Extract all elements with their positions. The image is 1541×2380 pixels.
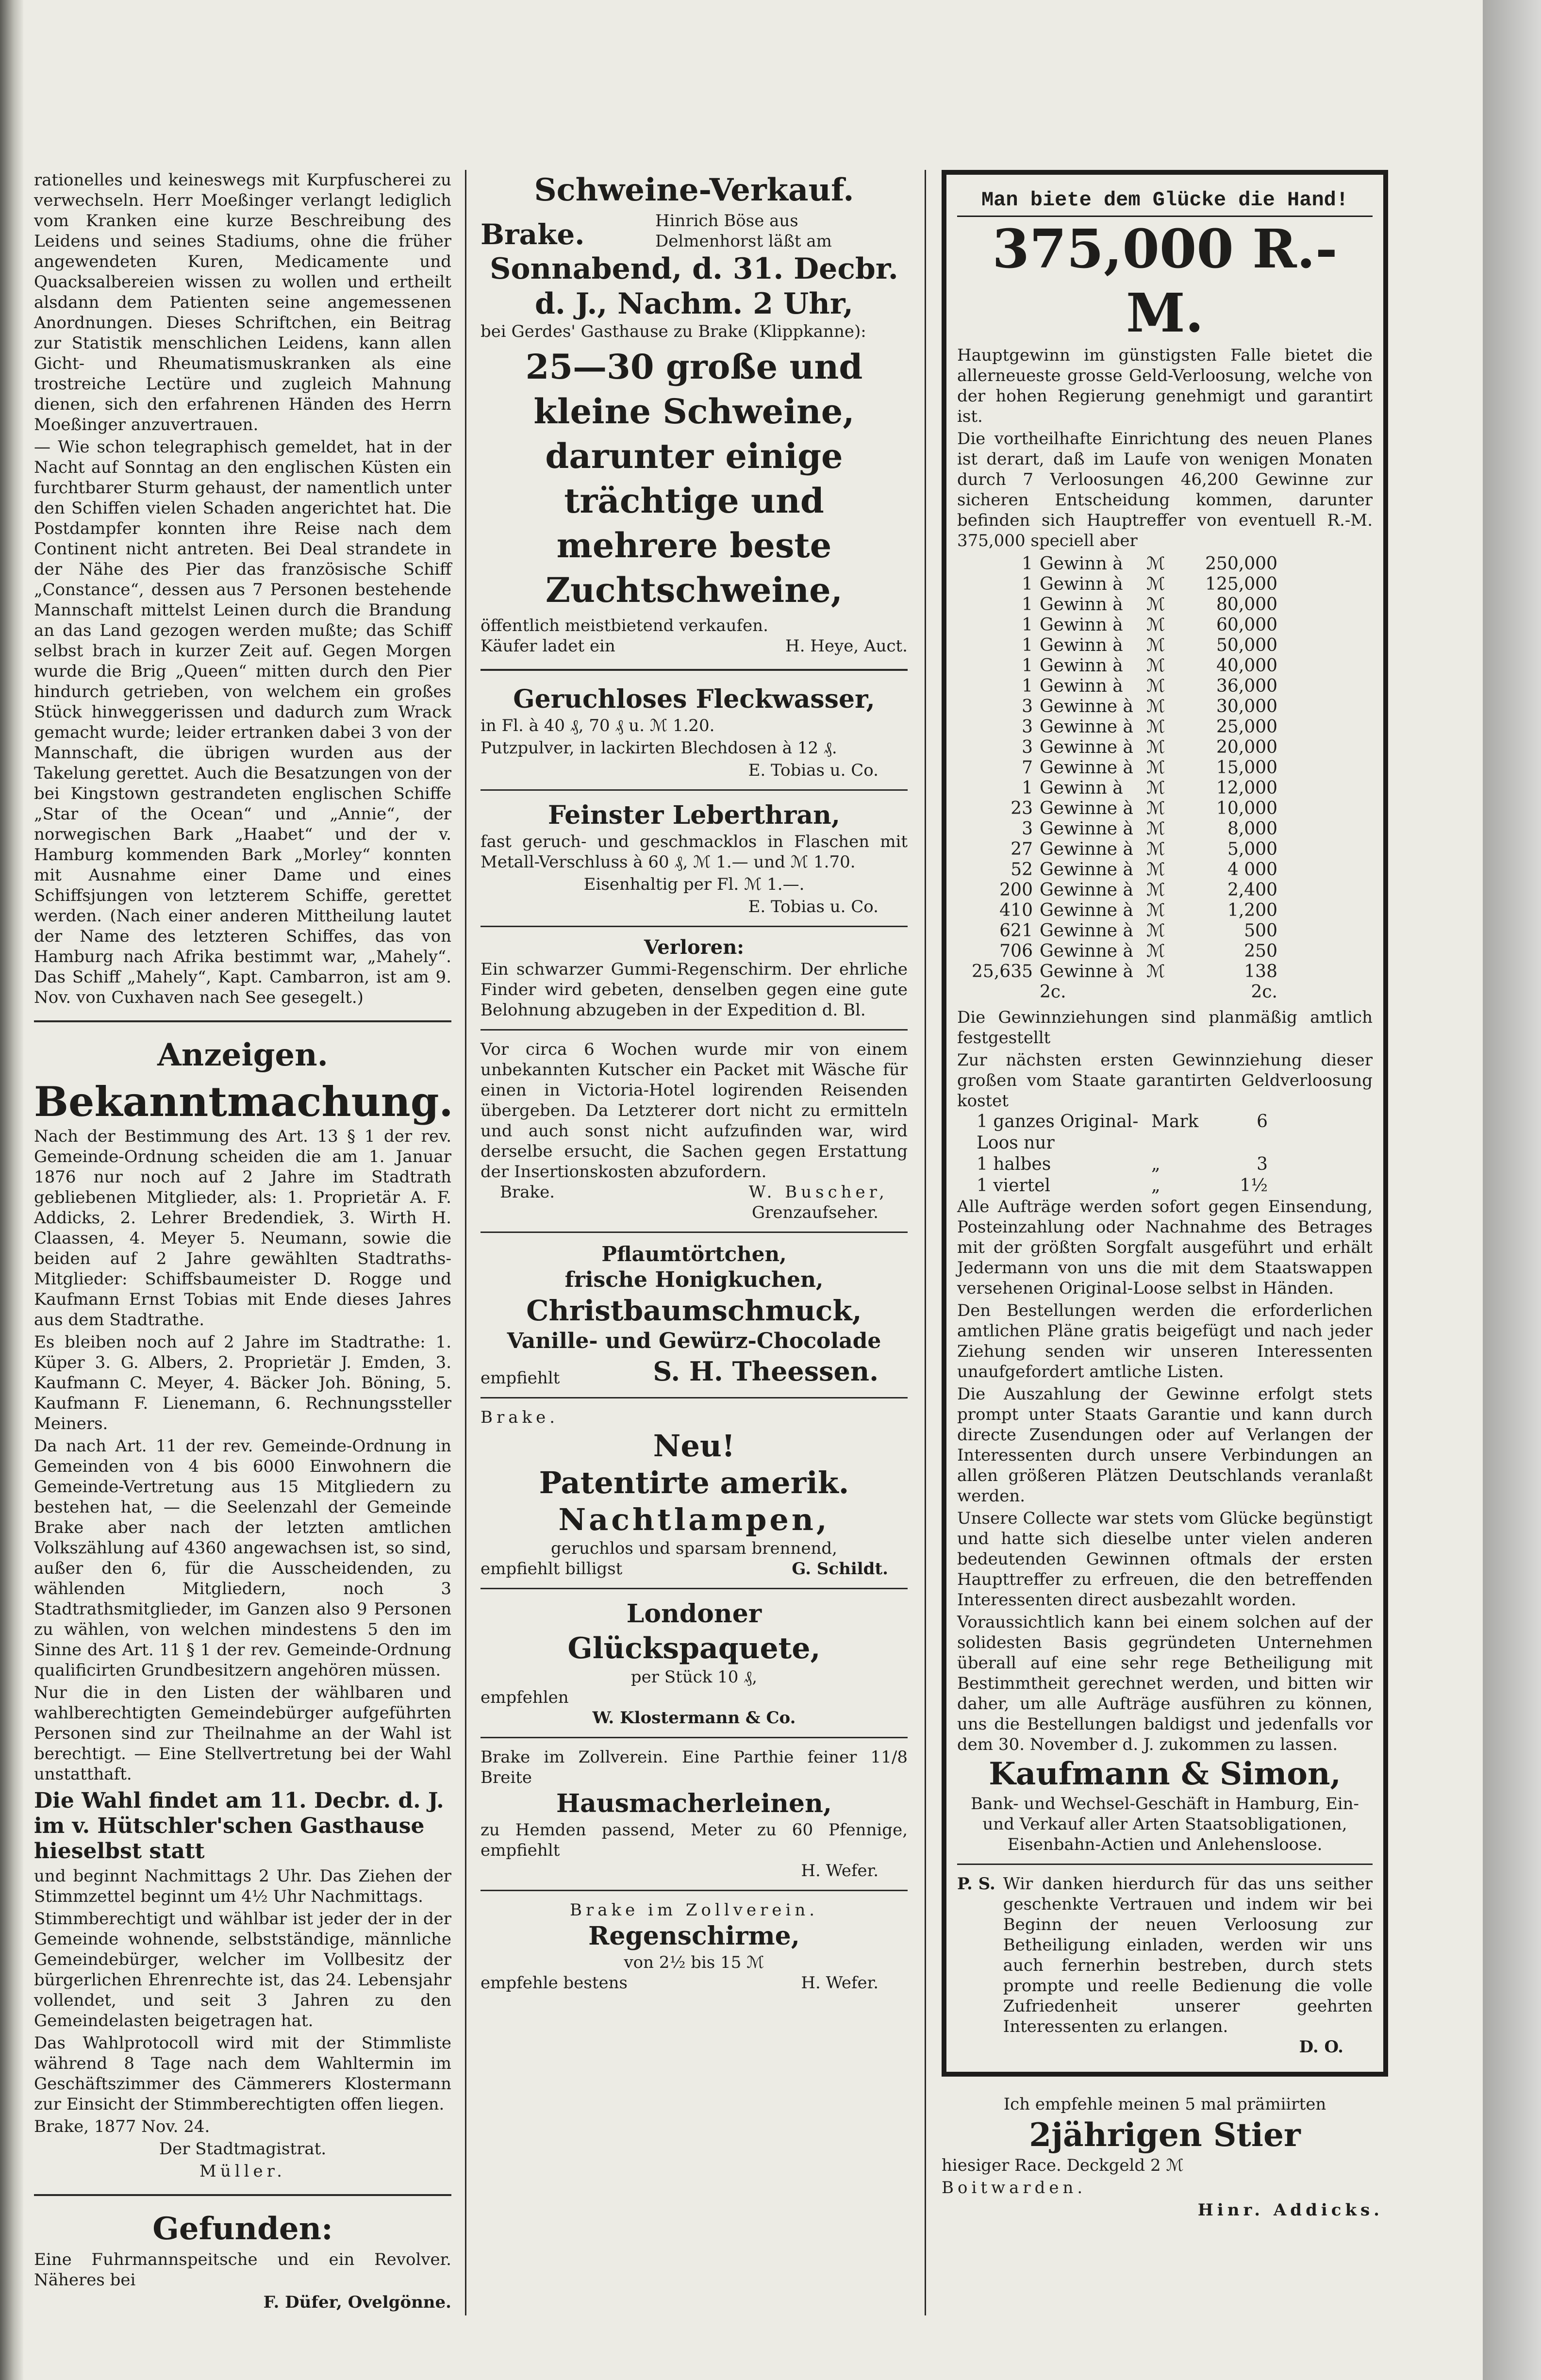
prize-currency: ℳ bbox=[1146, 615, 1165, 635]
prize-count: 7 bbox=[1022, 758, 1033, 778]
lottery-paragraph: Die Gewinnziehungen sind planmäßig amtlich festgestellt bbox=[957, 1008, 1373, 1048]
schweine-date: Sonnabend, d. 31. Decbr. d. J., Nachm. 2 Uhr, bbox=[490, 252, 898, 321]
leinen-text: zu Hemden passend, Meter zu 60 Pfennige, empfiehlt bbox=[481, 1820, 908, 1860]
prize-count: 621 bbox=[999, 921, 1033, 941]
prize-amount: 50,000 bbox=[1216, 635, 1277, 655]
column-3 bbox=[942, 170, 1388, 2220]
prize-row bbox=[957, 921, 1373, 941]
prize-amount: 36,000 bbox=[1216, 676, 1277, 696]
ticket-unit: Mark bbox=[1151, 1112, 1199, 1132]
notice-signature: Müller. bbox=[199, 2162, 286, 2181]
prize-row bbox=[957, 962, 1373, 982]
stier-place: Boitwarden. bbox=[942, 2178, 1087, 2197]
prize-amount: 60,000 bbox=[1216, 615, 1277, 635]
divider bbox=[957, 1864, 1373, 1865]
lost-package-notice bbox=[481, 1039, 908, 1223]
ticket-price: 1½ bbox=[1240, 1176, 1268, 1196]
lottery-body-2 bbox=[957, 1007, 1373, 1111]
theessen-line-3: Christbaumschmuck, bbox=[526, 1294, 862, 1327]
prize-count bbox=[957, 982, 1040, 1002]
divider bbox=[34, 2194, 451, 2196]
lottery-paragraph: Zur nächsten ersten Gewinnziehung dieser großen vom Staate garantirten Geldverloosung kostet bbox=[957, 1050, 1373, 1111]
londoner-title-1: Londoner bbox=[626, 1599, 762, 1629]
prize-currency: ℳ bbox=[1146, 799, 1165, 818]
prize-row bbox=[957, 819, 1373, 839]
prize-count: 200 bbox=[999, 880, 1033, 900]
stier-title: 2jährigen Stier bbox=[1029, 2116, 1301, 2154]
leberthran-iron: Eisenhaltig per Fl. ℳ 1.—. bbox=[583, 875, 805, 894]
column-2 bbox=[481, 170, 908, 1993]
prize-currency: ℳ bbox=[1146, 574, 1165, 594]
gefunden-body bbox=[34, 2249, 451, 2313]
lottery-advertisement bbox=[942, 170, 1388, 2077]
column-rule bbox=[925, 170, 926, 2315]
leinen-intro: Brake im Zollverein. Eine Parthie feiner 11/8 Breite bbox=[481, 1748, 908, 1787]
prize-label: Gewinne à bbox=[1040, 941, 1133, 961]
prize-row bbox=[957, 595, 1373, 615]
prize-label: Gewinne à bbox=[1040, 921, 1133, 941]
prize-currency: ℳ bbox=[1146, 880, 1165, 900]
schweine-footer bbox=[481, 616, 908, 656]
prize-amount: 15,000 bbox=[1216, 758, 1277, 778]
fleckwasser-signature: E. Tobias u. Co. bbox=[748, 761, 878, 780]
stier-signature: Hinr. Addicks. bbox=[1197, 2200, 1383, 2220]
gefunden-text: Eine Fuhrmannspeitsche und ein Revolver. Näheres bei bbox=[34, 2250, 451, 2290]
notice-paragraph: Nach der Bestimmung des Art. 13 § 1 der rev. Gemeinde-Ordnung scheiden die am 1. Januar 1876 nur noch auf 2 Jahre im Stadtrath gebliebenen Mitglieder, als: 1. Proprietär A. F. Addicks, 2. Lehrer Bredendiek, 3. Wirth H. Claassen, 4. Meyer 5. Neumann, sowie die beiden auf 2 Jahre gewählten Stadtraths-Mitglieder: Schiffsbaumeister D. Rogge und Kaufmann Ernst Tobias mit Ende dieses Jahres aus dem Stadtrathe. bbox=[34, 1127, 451, 1330]
prize-row bbox=[957, 656, 1373, 676]
prize-row bbox=[957, 982, 1373, 1002]
leberthran-title: Feinster Leberthran, bbox=[548, 800, 840, 830]
divider bbox=[481, 926, 908, 927]
ticket-row bbox=[977, 1154, 1373, 1175]
schweine-offer: 25—30 große und kleine Schweine, darunter einige trächtige und mehrere beste Zuchtschweine, bbox=[525, 347, 863, 610]
leberthran-signature: E. Tobias u. Co. bbox=[748, 897, 878, 916]
gefunden-title: Gefunden: bbox=[152, 2211, 333, 2247]
notice-paragraph: Nur die in den Listen der wählbaren und wahlberechtigten Gemeindebürger aufgeführten Personen sind zur Theilnahme an der Wahl ist berechtigt. — Eine Stellvertretung bei der Wahl unstatthaft. bbox=[34, 1683, 451, 1784]
prize-amount: 8,000 bbox=[1227, 819, 1277, 839]
schweine-note: öffentlich meistbietend verkaufen. bbox=[481, 616, 768, 635]
prize-currency: ℳ bbox=[1146, 717, 1165, 737]
prize-amount: 25,000 bbox=[1216, 717, 1277, 737]
leinen-signature: H. Wefer. bbox=[801, 1861, 878, 1881]
fleckwasser-body bbox=[481, 716, 908, 781]
theessen-signature: S. H. Theessen. bbox=[653, 1356, 878, 1387]
schweine-invite: Käufer ladet ein bbox=[481, 636, 615, 656]
prize-row bbox=[957, 799, 1373, 819]
putzpulver-text: Putzpulver, in lackirten Blechdosen à 12 ₰. bbox=[481, 738, 837, 758]
prize-count: 1 bbox=[1022, 676, 1033, 696]
nachtlampen-title-2: Nachtlampen, bbox=[558, 1502, 830, 1537]
notice-paragraph: Es bleiben noch auf 2 Jahre im Stadtrathe: 1. Küper 3. G. Albers, 2. Proprietär J. Emden, 3. Kaufmann C. Meyer, 4. Bäcker Joh. Böning, 5. Kaufmann F. Lienemann, 6. Rechnungssteller Meiners. bbox=[34, 1332, 451, 1433]
prize-currency: ℳ bbox=[1146, 595, 1165, 615]
notice-paragraph: Das Wahlprotocoll wird mit der Stimmliste während 8 Tage nach dem Wahltermin im Geschäftszimmer des Cämmerers Klostermann zur Einsicht der Stimmberechtigten offen liegen. bbox=[34, 2033, 451, 2114]
news-article bbox=[34, 170, 451, 1008]
prize-count: 1 bbox=[1022, 615, 1033, 635]
leinen-title: Hausmacherleinen, bbox=[556, 1789, 832, 1818]
column-rule bbox=[465, 170, 466, 2315]
nachtlampen-new: Neu! bbox=[653, 1428, 735, 1464]
ticket-row bbox=[977, 1175, 1373, 1197]
lottery-body-3 bbox=[957, 1197, 1373, 1755]
prize-label: Gewinn à bbox=[1040, 554, 1123, 574]
divider bbox=[481, 1232, 908, 1233]
divider bbox=[481, 1029, 908, 1031]
prize-label: Gewinn à bbox=[1040, 676, 1123, 696]
stier-intro: Ich empfehle meinen 5 mal prämiirten bbox=[1003, 2095, 1326, 2114]
prize-count: 1 bbox=[1022, 656, 1033, 676]
notice-paragraph: Da nach Art. 11 der rev. Gemeinde-Ordnung in Gemeinden von 4 bis 6000 Einwohnern die Gemeinde-Vertretung aus 15 Mitgliedern zu bestehen hat, — die Seelenzahl der Gemeinde Brake aber nach der letzten amtlichen Volkszählung auf 4360 angewachsen ist, so sind, außer den 6, für die Ausscheidenden, zu wählenden Mitgliedern, noch 3 Stadtrathsmitglieder, im Ganzen also 9 Personen zu wählen, von welchen mindestens 5 den im Sinne des Art. 11 § 1 der rev. Gemeinde-Ordnung qualificirten Grundbesitzern angehören müssen. bbox=[34, 1436, 451, 1680]
schweine-verkauf-title: Schweine-Verkauf. bbox=[534, 172, 854, 208]
regenschirme-title: Regenschirme, bbox=[588, 1921, 800, 1951]
theessen-line-2: frische Honigkuchen, bbox=[564, 1267, 824, 1292]
lottery-plan: Die vortheilhafte Einrichtung des neuen Planes ist derart, daß im Laufe von wenigen Monaten durch 7 Verloosungen 46,200 Gewinne zur sicheren Entscheidung kommen, darunter befinden sich Hauptreffer von eventuell R.-M. 375,000 speciell aber bbox=[957, 429, 1373, 550]
theessen-line-1: Pflaumtörtchen, bbox=[601, 1242, 787, 1266]
prize-amount: 4 000 bbox=[1227, 860, 1277, 880]
prize-label: Gewinn à bbox=[1040, 595, 1123, 615]
prize-currency: ℳ bbox=[1146, 676, 1165, 696]
prize-row bbox=[957, 615, 1373, 635]
lost-package-sign-row bbox=[481, 1182, 908, 1202]
prize-currency: ℳ bbox=[1146, 778, 1165, 798]
divider bbox=[481, 1737, 908, 1738]
regenschirme-price: von 2½ bis 15 ℳ bbox=[624, 1953, 764, 1972]
prize-count: 52 bbox=[1011, 860, 1033, 880]
lost-package-role: Grenzaufseher. bbox=[751, 1203, 878, 1222]
prize-row bbox=[957, 676, 1373, 697]
page-edge bbox=[1483, 0, 1541, 2380]
lottery-ps-label: P. S. bbox=[957, 1874, 995, 1894]
theessen-line-4: Vanille- und Gewürz-Chocolade bbox=[507, 1329, 881, 1353]
prize-row bbox=[957, 758, 1373, 778]
prize-currency: ℳ bbox=[1146, 656, 1165, 676]
ticket-row bbox=[977, 1111, 1373, 1154]
column-1 bbox=[34, 170, 451, 2313]
stier-body bbox=[942, 2155, 1388, 2220]
prize-label: Gewinne à bbox=[1040, 839, 1133, 859]
prize-count: 1 bbox=[1022, 778, 1033, 798]
prize-label: Gewinn à bbox=[1040, 615, 1123, 635]
prize-amount: 250 bbox=[1244, 941, 1277, 961]
ticket-type: 1 halbes bbox=[977, 1154, 1051, 1174]
lottery-ps-signature: D. O. bbox=[1299, 2037, 1343, 2057]
leberthran-body bbox=[481, 832, 908, 917]
prize-amount: 20,000 bbox=[1216, 737, 1277, 757]
notice-paragraph: Stimmberechtigt und wählbar ist jeder der in der Gemeinde wohnende, selbstständige, männliche Gemeindebürger, welcher im Vollbesitz der bürgerlichen Ehrenrechte ist, das 24. Lebensjahr vollendet, und seit 3 Jahren zu den Gemeindelasten beigetragen hat. bbox=[34, 1909, 451, 2030]
prize-row bbox=[957, 941, 1373, 962]
prize-label: Gewinn à bbox=[1040, 574, 1123, 594]
lottery-ps-text: Wir danken hierdurch für das uns seither geschenkte Vertrauen und indem wir bei Beginn der neuen Verloosung zur Betheiligung einladen, werden wir uns auch fernerhin bestreben, durch stets prompte und reelle Bedienung die volle Zufriedenheit unserer geehrten Interessenten zu erlangen. bbox=[1003, 1874, 1373, 2036]
schweine-place-row bbox=[481, 211, 908, 251]
prize-amount: 5,000 bbox=[1227, 839, 1277, 859]
prize-label: 2c. bbox=[1040, 982, 1066, 1002]
ticket-price: 6 bbox=[1257, 1112, 1268, 1132]
lottery-firm: Kaufmann & Simon, bbox=[989, 1756, 1341, 1792]
schweine-location: bei Gerdes' Gasthause zu Brake (Klippkanne): bbox=[481, 322, 866, 341]
article-paragraph: — Wie schon telegraphisch gemeldet, hat in der Nacht auf Sonntag an den englischen Küsten ein furchtbarer Sturm gehaust, der namentlich unter den Schiffen vielen Schaden angerichtet hat. Die Postdampfer konnten ihre Reise nach dem Continent nicht antreten. Bei Deal strandete in der Nähe des Pier das französische Schiff „Constance“, dessen aus 7 Personen bestehende Mannschaft mittelst Leinen durch die Brandung an das Land gezogen werden mußte; das Schiff selbst brach in kurzer Zeit auf. Gegen Morgen wurde die Brig „Queen“ mitten durch den Pier hindurch getrieben, von welchem ein großes Stück hinweggerissen und dadurch zum Wrack gemacht wurde; leider ertranken dabei 3 von der Mannschaft, die übrigen wurden aus der Takelung gerettet. Auch die Besatzungen von der bei Kingstown gestrandeten englischen Schiffe „Star of the Ocean“ und „Annie“, der norwegischen Bark „Haabet“ und der v. Hamburg kommenden Bark „Morley“ konnten mit Ausnahme einer Dame und eines Schiffsjungen von letzterem Schiffe, gerettet werden. (Nach einer anderen Mittheilung lautet der Name des letzteren Schiffes, das von Hamburg nach Afrika bestimmt war, „Mahely“. Das Schiff „Mahely“, Kapt. Cambarron, ist am 9. Nov. von Cuxhaven nach See gesegelt.) bbox=[34, 437, 451, 1007]
prize-table bbox=[957, 554, 1373, 1002]
prize-count: 1 bbox=[1022, 574, 1033, 594]
prize-count: 3 bbox=[1022, 697, 1033, 716]
prize-count: 27 bbox=[1011, 839, 1033, 859]
prize-row bbox=[957, 880, 1373, 900]
lottery-body bbox=[957, 345, 1373, 551]
prize-label: Gewinne à bbox=[1040, 900, 1133, 920]
divider bbox=[481, 1588, 908, 1589]
ticket-price-table bbox=[957, 1111, 1373, 1197]
prize-label: Gewinne à bbox=[1040, 880, 1133, 900]
prize-label: Gewinne à bbox=[1040, 758, 1133, 778]
bekanntmachung-body bbox=[34, 1126, 451, 2181]
page-gutter bbox=[0, 0, 23, 2380]
prize-count: 1 bbox=[1022, 595, 1033, 615]
prize-label: Gewinne à bbox=[1040, 717, 1133, 737]
prize-label: Gewinne à bbox=[1040, 962, 1133, 982]
nachtlampen-sign-row bbox=[481, 1559, 908, 1579]
prize-row bbox=[957, 839, 1373, 860]
prize-amount: 2,400 bbox=[1227, 880, 1277, 900]
prize-count: 3 bbox=[1022, 737, 1033, 757]
lottery-firm-text: Bank- und Wechsel-Geschäft in Hamburg, Ein- und Verkauf aller Arten Staatsobligationen, Eisenbahn-Actien und Anlehensloose. bbox=[970, 1794, 1359, 1854]
stier-text: hiesiger Race. Deckgeld 2 ℳ bbox=[942, 2156, 1184, 2175]
prize-amount: 40,000 bbox=[1216, 656, 1277, 676]
lost-package-place: Brake. bbox=[500, 1182, 555, 1202]
prize-count: 3 bbox=[1022, 717, 1033, 737]
bekanntmachung-title: Bekanntmachung. bbox=[34, 1078, 453, 1126]
prize-count: 706 bbox=[999, 941, 1033, 961]
nachtlampen-place: Brake. bbox=[481, 1408, 559, 1427]
lottery-headline: Man biete dem Glücke die Hand! bbox=[957, 187, 1373, 217]
prize-count: 23 bbox=[1011, 799, 1033, 818]
lottery-paragraph: Die Auszahlung der Gewinne erfolgt stets prompt unter Staats Garantie und kann durch directe Zusendungen oder auf Verlangen der Interessenten durch unsere Verbindungen an allen größeren Plätzen Deutschlands veranlaßt werden. bbox=[957, 1384, 1373, 1506]
regenschirme-recommend: empfehle bestens bbox=[481, 1973, 628, 1993]
prize-label: Gewinne à bbox=[1040, 737, 1133, 757]
prize-count: 410 bbox=[999, 900, 1033, 920]
lost-package-signature: W. Buscher, bbox=[748, 1182, 888, 1202]
divider bbox=[481, 789, 908, 791]
prize-amount: 125,000 bbox=[1205, 574, 1277, 594]
prize-amount: 10,000 bbox=[1216, 799, 1277, 818]
regenschirme-sign-row bbox=[481, 1973, 908, 1993]
fleckwasser-price: in Fl. à 40 ₰, 70 ₰ u. ℳ 1.20. bbox=[481, 716, 715, 735]
lottery-ps bbox=[957, 1874, 1373, 2037]
prize-row bbox=[957, 697, 1373, 717]
notice-paragraph: und beginnt Nachmittags 2 Uhr. Das Ziehen der Stimmzettel beginnt um 4½ Uhr Nachmittags. bbox=[34, 1866, 451, 1906]
schweine-place-note: Hinrich Böse aus Delmenhorst läßt am bbox=[655, 211, 832, 251]
prize-label: Gewinn à bbox=[1040, 635, 1123, 655]
prize-row bbox=[957, 574, 1373, 595]
londoner-recommend: empfehlen bbox=[481, 1688, 569, 1707]
prize-row bbox=[957, 635, 1373, 656]
prize-amount: 12,000 bbox=[1216, 778, 1277, 798]
prize-currency: ℳ bbox=[1146, 839, 1165, 859]
prize-amount: 1,200 bbox=[1227, 900, 1277, 920]
lottery-paragraph: Alle Aufträge werden sofort gegen Einsendung, Posteinzahlung oder Nachnahme des Betrages mit der größten Sorgfalt ausgeführt und erhält Jedermann von uns die mit dem Staatswappen versehenen Original-Loose selbst in Händen. bbox=[957, 1197, 1373, 1298]
prize-currency: ℳ bbox=[1146, 554, 1165, 574]
prize-label: Gewinne à bbox=[1040, 799, 1133, 818]
theessen-sign-row bbox=[481, 1354, 908, 1388]
regenschirme-signature: H. Wefer. bbox=[801, 1973, 878, 1993]
lottery-jackpot: 375,000 R.-M. bbox=[992, 217, 1338, 344]
prize-label: Gewinn à bbox=[1040, 778, 1123, 798]
lottery-paragraph: Unsere Collecte war stets vom Glücke begünstigt und hatte sich dieselbe unter vielen anderen bedeutenden Gewinnen oftmals der ersten Haupttreffer zu erfreuen, die den betreffenden Interessenten direct ausbezahlt worden. bbox=[957, 1509, 1373, 1610]
prize-currency: ℳ bbox=[1146, 697, 1165, 716]
prize-row bbox=[957, 778, 1373, 799]
prize-amount: 80,000 bbox=[1216, 595, 1277, 615]
notice-date: Brake, 1877 Nov. 24. bbox=[34, 2117, 210, 2136]
prize-label: Gewinne à bbox=[1040, 860, 1133, 880]
nachtlampen-desc: geruchlos und sparsam brennend, bbox=[551, 1539, 837, 1558]
schweine-signature: H. Heye, Auct. bbox=[785, 636, 908, 656]
londoner-price: per Stück 10 ₰, bbox=[630, 1667, 758, 1687]
divider bbox=[481, 669, 908, 671]
prize-label: Gewinne à bbox=[1040, 697, 1133, 716]
ticket-type: 1 ganzes Original-Loos nur bbox=[977, 1112, 1139, 1153]
lottery-paragraph: Voraussichtlich kann bei einem solchen auf der solidesten Basis gegründeten Unternehmen überall auf eine sehr rege Betheiligung mit Bestimmtheit gerechnet werden, und bitten wir daher, um alle Aufträge ausführen zu können, uns die Bestellungen baldigst und jedenfalls vor dem 30. November d. J. zukommen zu lassen. bbox=[957, 1613, 1373, 1754]
divider bbox=[481, 1890, 908, 1891]
leberthran-text: fast geruch- und geschmacklos in Flaschen mit Metall-Verschluss à 60 ₰, ℳ 1.— und ℳ 1.70. bbox=[481, 832, 908, 872]
londoner-title-2: Glückspaquete, bbox=[567, 1631, 821, 1665]
prize-currency: ℳ bbox=[1146, 860, 1165, 880]
prize-count: 1 bbox=[1022, 554, 1033, 574]
prize-currency: ℳ bbox=[1146, 900, 1165, 920]
fleckwasser-title: Geruchloses Fleckwasser, bbox=[513, 684, 875, 714]
prize-amount: 30,000 bbox=[1216, 697, 1277, 716]
nachtlampen-signature: G. Schildt. bbox=[792, 1559, 888, 1579]
verloren-title: Verloren: bbox=[644, 936, 745, 959]
prize-currency: ℳ bbox=[1146, 737, 1165, 757]
article-paragraph: rationelles und keineswegs mit Kurpfuscherei zu verwechseln. Herr Moeßinger verlangt lediglich vom Kranken eine kurze Beschreibung des Leidens und seines Stadiums, ohne die früher angewendeten Kuren, Medicamente und Quacksalbereien wissen zu wollen und ertheilt alsdann dem Patienten seine angemessenen Anordnungen. Dieses Schriftchen, ein Beitrag zur Statistik menschlichen Leidens, kann allen Gicht- und Rheumatismuskranken als eine trostreiche Lectüre und zugleich Mahnung dienen, sich den erfahrenen Händen des Herrn Moeßinger anzuvertrauen. bbox=[34, 170, 451, 434]
prize-row bbox=[957, 900, 1373, 921]
section-heading-anzeigen: Anzeigen. bbox=[157, 1037, 328, 1073]
ticket-unit: „ bbox=[1151, 1154, 1160, 1174]
lottery-paragraph: Den Bestellungen werden die erforderlichen amtlichen Pläne gratis beigefügt und nach jeder Ziehung senden wir unseren Interessenten unaufgefordert amtliche Listen. bbox=[957, 1301, 1373, 1381]
prize-label: Gewinn à bbox=[1040, 656, 1123, 676]
prize-row bbox=[957, 860, 1373, 880]
schweine-sign-row bbox=[481, 636, 908, 656]
divider bbox=[481, 1397, 908, 1398]
prize-row bbox=[957, 717, 1373, 737]
prize-currency: ℳ bbox=[1146, 758, 1165, 778]
prize-amount: 138 bbox=[1244, 962, 1277, 982]
ticket-price: 3 bbox=[1257, 1154, 1268, 1174]
nachtlampen-recommends: empfiehlt billigst bbox=[481, 1559, 623, 1579]
prize-currency: ℳ bbox=[1146, 941, 1165, 961]
gefunden-signature: F. Düfer, Ovelgönne. bbox=[263, 2293, 451, 2312]
schweine-place: Brake. bbox=[481, 218, 585, 251]
election-date-headline: Die Wahl findet am 11. Decbr. d. J. im v. Hütschler'schen Gasthause hieselbst statt bbox=[34, 1788, 444, 1864]
prize-currency: ℳ bbox=[1146, 921, 1165, 941]
prize-currency bbox=[1146, 982, 1180, 1002]
prize-amount: 2c. bbox=[1251, 982, 1277, 1002]
lottery-intro: Hauptgewinn im günstigsten Falle bietet die allerneueste grosse Geld-Verloosung, welche von der hohen Regierung genehmigt und garantirt ist. bbox=[957, 346, 1373, 426]
prize-row bbox=[957, 554, 1373, 574]
verloren-text: Ein schwarzer Gummi-Regenschirm. Der ehrliche Finder wird gebeten, denselben gegen eine gute Belohnung abzugeben in der Expedition d. Bl. bbox=[481, 960, 908, 1020]
nachtlampen-title-1: Patentirte amerik. bbox=[539, 1465, 849, 1500]
theessen-recommends: empfiehlt bbox=[481, 1368, 560, 1388]
prize-row bbox=[957, 737, 1373, 758]
ticket-type: 1 viertel bbox=[977, 1176, 1050, 1196]
ticket-unit: „ bbox=[1151, 1176, 1160, 1196]
divider bbox=[34, 1020, 451, 1022]
prize-count: 3 bbox=[1022, 819, 1033, 839]
prize-amount: 250,000 bbox=[1205, 554, 1277, 574]
prize-label: Gewinne à bbox=[1040, 819, 1133, 839]
regenschirme-intro: Brake im Zollverein. bbox=[569, 1900, 819, 1920]
prize-amount: 500 bbox=[1244, 921, 1277, 941]
prize-currency: ℳ bbox=[1146, 962, 1165, 982]
prize-currency: ℳ bbox=[1146, 819, 1165, 839]
prize-count: 1 bbox=[1022, 635, 1033, 655]
londoner-signature: W. Klostermann & Co. bbox=[592, 1708, 796, 1728]
lost-package-text: Vor circa 6 Wochen wurde mir von einem unbekannten Kutscher ein Packet mit Wäsche für einen in Victoria-Hotel logirenden Reisenden übergeben. Da Letzterer dort nicht zu ermitteln und auch sonst nicht aufzufinden war, wird derselbe ersucht, die Sachen gegen Erstattung der Insertionskosten abzufordern. bbox=[481, 1040, 908, 1182]
prize-count: 25,635 bbox=[972, 962, 1033, 982]
prize-currency: ℳ bbox=[1146, 635, 1165, 655]
notice-authority: Der Stadtmagistrat. bbox=[159, 2139, 327, 2159]
